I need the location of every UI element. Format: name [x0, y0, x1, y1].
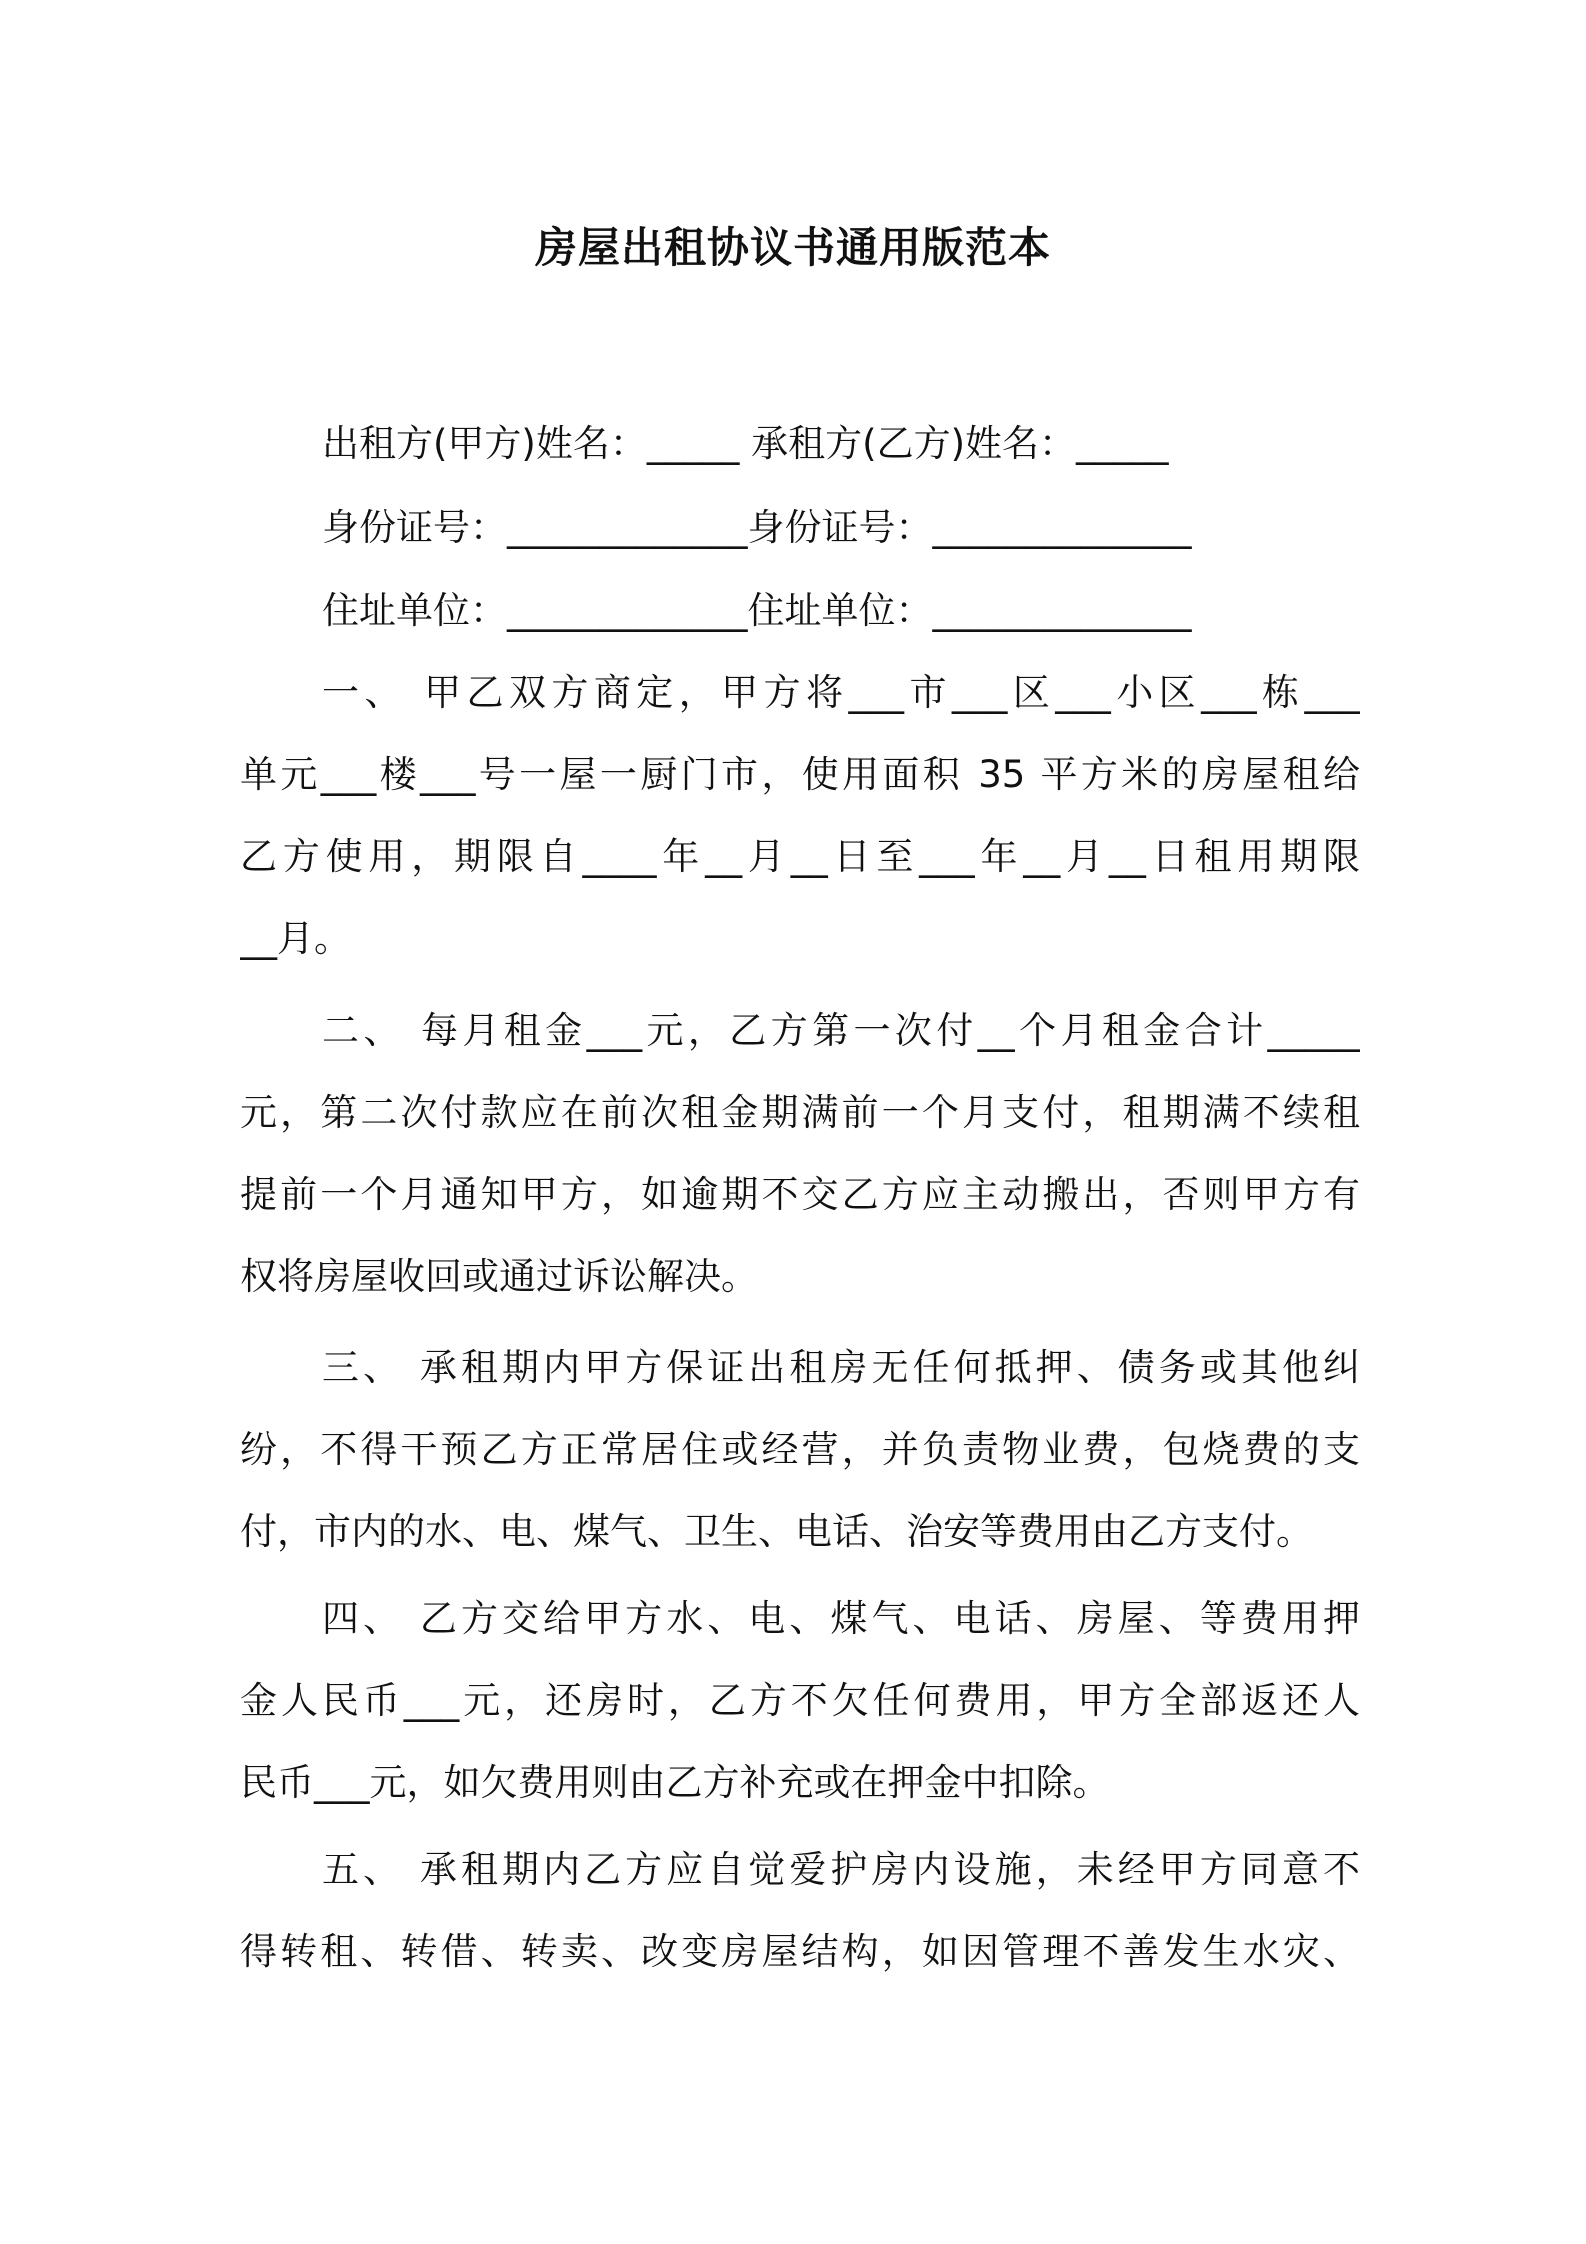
clause-3: [240, 1327, 1360, 1573]
clause-4-line: 四、 乙方交给甲方水、电、煤气、电话、房屋、等费用押: [322, 1597, 1360, 1640]
clause-2-line: 二、 每月租金___元，乙方第一次付__个月租金合计_____: [322, 1009, 1360, 1052]
parties-id-line: 身份证号：_____________身份证号：______________: [322, 506, 1192, 549]
clause-4: [240, 1578, 1360, 1824]
clause-1: [240, 652, 1360, 980]
clause-5-line: 五、 承租期内乙方应自觉爱护房内设施，未经甲方同意不: [322, 1848, 1360, 1891]
clause-5-line: 得转租、转借、转卖、改变房屋结构，如因管理不善发生水灾、: [240, 1930, 1360, 1973]
clause-2: [240, 990, 1360, 1318]
document-title: 房屋出租协议书通用版范本: [534, 223, 1051, 272]
parties-address-line: 住址单位：_____________住址单位：______________: [322, 589, 1192, 632]
clause-4-line: 民币___元，如欠费用则由乙方补充或在押金中扣除。: [240, 1761, 1110, 1804]
clause-4-line: 金人民币___元，还房时，乙方不欠任何费用，甲方全部返还人: [240, 1679, 1360, 1722]
clause-1-line: 一、 甲乙双方商定，甲方将___市___区___小区___栋___: [322, 671, 1360, 714]
clause-1-line: __月。: [240, 917, 351, 960]
clause-3-line: 纷，不得干预乙方正常居住或经营，并负责物业费，包烧费的支: [240, 1428, 1360, 1471]
clause-2-line: 权将房屋收回或通过诉讼解决。: [240, 1255, 758, 1298]
clause-3-line: 三、 承租期内甲方保证出租房无任何抵押、债务或其他纠: [322, 1346, 1360, 1389]
clause-2-line: 提前一个月通知甲方，如逾期不交乙方应主动搬出，否则甲方有: [240, 1173, 1360, 1216]
clause-3-line: 付，市内的水、电、煤气、卫生、电话、治安等费用由乙方支付。: [240, 1510, 1313, 1553]
clause-5: [240, 1829, 1360, 1993]
parties-names-line: 出租方(甲方)姓名：_____ 承租方(乙方)姓名：_____: [322, 422, 1169, 465]
clause-2-line: 元，第二次付款应在前次租金期满前一个月支付，租期满不续租: [240, 1091, 1360, 1134]
clause-1-line: 乙方使用，期限自____年__月__日至___年__月__日租用期限: [240, 835, 1360, 878]
clause-1-line: 单元___楼___号一屋一厨门市，使用面积 35 平方米的房屋租给: [240, 753, 1360, 796]
